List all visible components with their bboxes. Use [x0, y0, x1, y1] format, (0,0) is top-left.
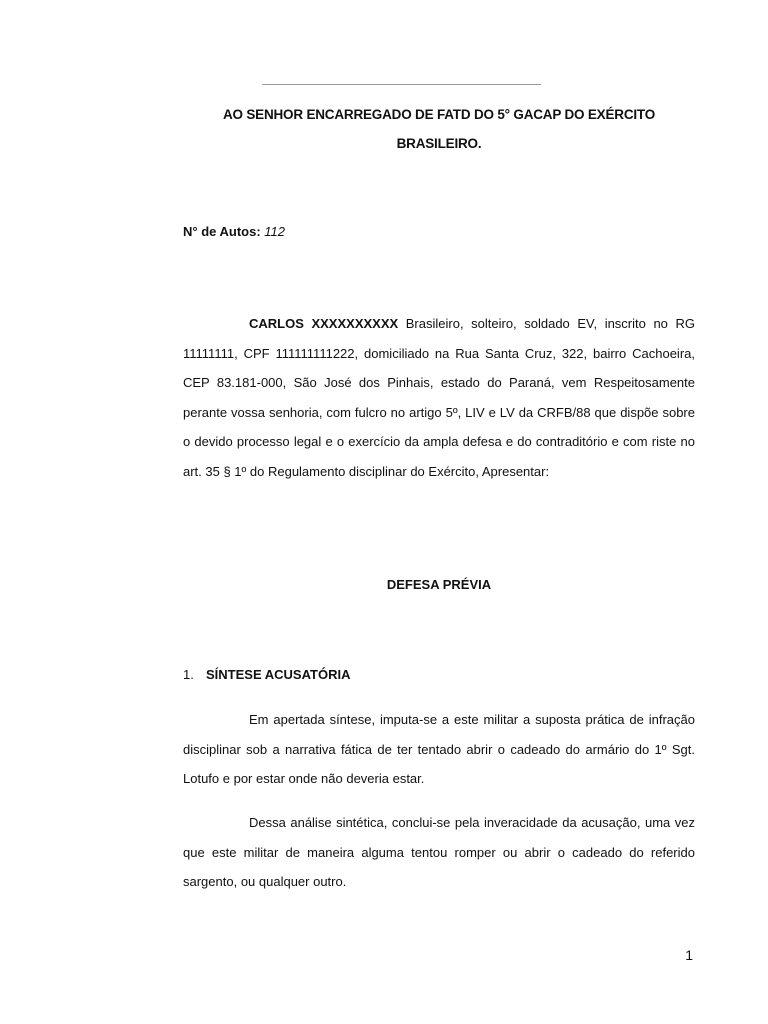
addressee-heading: [190, 100, 688, 158]
case-number-value: 112: [264, 224, 286, 239]
section-1-paragraph-2: Dessa análise sintética, conclui-se pela inveracidade da acusação, uma vez que este militar de maneira alguma tentou romper ou abrir o cadeado do referido sargento, ou qualquer outro.: [183, 815, 695, 890]
addressee-line-2: BRASILEIRO.: [396, 136, 482, 151]
petitioner-name: CARLOS XXXXXXXXXX: [249, 316, 399, 331]
case-number-label: N° de Autos:: [183, 224, 261, 239]
intro-paragraph: [183, 309, 695, 487]
section-1-paragraph-1: Em apertada síntese, imputa-se a este militar a suposta prática de infração disciplinar sob a narrativa fática de ter tentado abrir o cadeado do armário do 1º Sgt. Lotufo e por estar onde não deveria estar.: [183, 712, 695, 787]
defense-title: DEFESA PRÉVIA: [386, 577, 492, 592]
section-1-number: 1.: [183, 667, 194, 682]
section-1-heading: [183, 664, 350, 686]
case-number: [183, 222, 285, 242]
addressee-line-1: AO SENHOR ENCARREGADO DE FATD DO 5° GACAP DO EXÉRCITO: [222, 107, 656, 122]
page-number: 1: [685, 947, 693, 963]
intro-text: Brasileiro, solteiro, soldado EV, inscrito no RG 11111111, CPF 111111111222, domiciliado na Rua Santa Cruz, 322, bairro Cachoeira, CEP 83.181-000, São José dos Pinhais, estado do Paraná, vem Respeitosamente perante vossa senhoria, com fulcro no artigo 5º, LIV e LV da CRFB/88 que dispõe sobre o devido processo legal e o exercício da ampla defesa e do contraditório e com riste no art. 35 § 1º do Regulamento disciplinar do Exército, Apresentar:: [183, 316, 695, 479]
section-1-title: SÍNTESE ACUSATÓRIA: [206, 667, 351, 682]
header-rule: [262, 84, 541, 85]
